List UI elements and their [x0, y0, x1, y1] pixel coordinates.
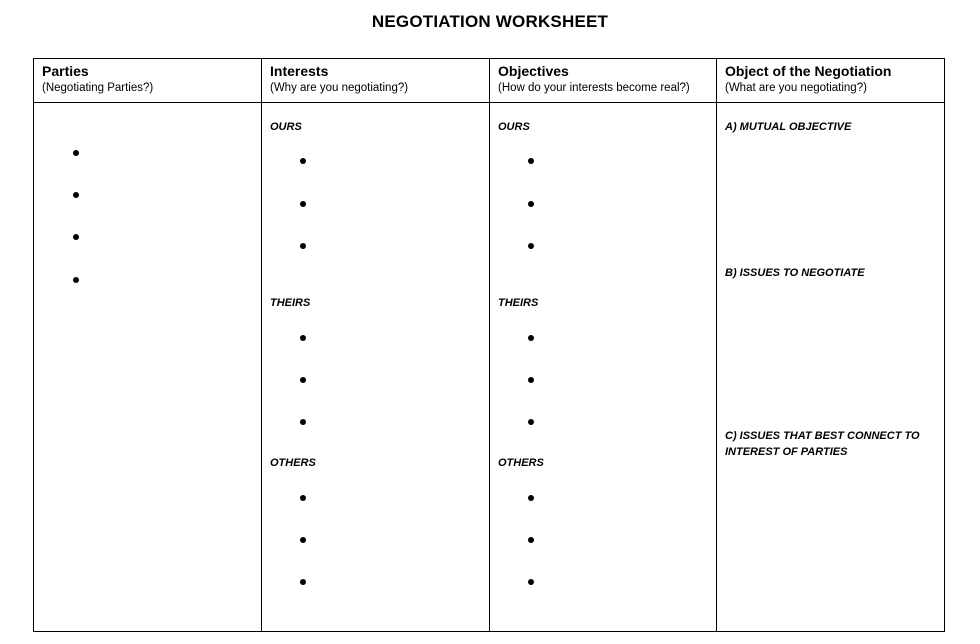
- interests-ours-bullet[interactable]: [300, 243, 306, 249]
- interests-others-bullet[interactable]: [300, 579, 306, 585]
- interests-others-label: OTHERS: [270, 457, 316, 469]
- column-heading: Object of the Negotiation: [725, 63, 892, 79]
- objectives-theirs-bullet[interactable]: [528, 335, 534, 341]
- parties-bullet[interactable]: [73, 150, 79, 156]
- objectives-theirs-bullet[interactable]: [528, 419, 534, 425]
- objectives-ours-label: OURS: [498, 121, 530, 133]
- column-header-parties: [42, 62, 153, 96]
- objectives-others-bullet[interactable]: [528, 495, 534, 501]
- column-subheading: (What are you negotiating?): [725, 82, 867, 94]
- column-divider: [716, 59, 717, 631]
- objectives-others-label: OTHERS: [498, 457, 544, 469]
- mutual-objective-label: A) MUTUAL OBJECTIVE: [725, 121, 852, 133]
- interests-theirs-bullet[interactable]: [300, 419, 306, 425]
- column-header-interests: [270, 62, 408, 96]
- interests-theirs-bullet[interactable]: [300, 335, 306, 341]
- interests-theirs-label: THEIRS: [270, 297, 311, 309]
- objectives-ours-bullet[interactable]: [528, 201, 534, 207]
- interests-others-bullet[interactable]: [300, 495, 306, 501]
- column-header-objectives: [498, 62, 690, 96]
- column-heading: Interests: [270, 63, 329, 79]
- interests-theirs-bullet[interactable]: [300, 377, 306, 383]
- objectives-theirs-bullet[interactable]: [528, 377, 534, 383]
- parties-bullet[interactable]: [73, 234, 79, 240]
- objectives-others-bullet[interactable]: [528, 579, 534, 585]
- header-divider: [34, 102, 944, 103]
- objectives-ours-bullet[interactable]: [528, 158, 534, 164]
- objectives-ours-bullet[interactable]: [528, 243, 534, 249]
- column-heading: Parties: [42, 63, 89, 79]
- interests-ours-bullet[interactable]: [300, 201, 306, 207]
- parties-bullet[interactable]: [73, 192, 79, 198]
- column-subheading: (Negotiating Parties?): [42, 82, 154, 94]
- interests-ours-bullet[interactable]: [300, 158, 306, 164]
- parties-bullet[interactable]: [73, 277, 79, 283]
- objectives-theirs-label: THEIRS: [498, 297, 539, 309]
- interests-others-bullet[interactable]: [300, 537, 306, 543]
- issues-to-negotiate-label: B) ISSUES TO NEGOTIATE: [725, 267, 865, 279]
- objectives-others-bullet[interactable]: [528, 537, 534, 543]
- column-subheading: (How do your interests become real?): [498, 82, 690, 94]
- worksheet-table: [33, 58, 945, 632]
- column-subheading: (Why are you negotiating?): [270, 82, 409, 94]
- issues-connect-interest-label: C) ISSUES THAT BEST CONNECT TO INTEREST OF PARTIES: [725, 430, 920, 458]
- column-divider: [489, 59, 490, 631]
- worksheet-title: NEGOTIATION WORKSHEET: [371, 12, 609, 31]
- interests-ours-label: OURS: [270, 121, 302, 133]
- column-header-object: [725, 62, 891, 96]
- column-divider: [261, 59, 262, 631]
- column-heading: Objectives: [498, 63, 569, 79]
